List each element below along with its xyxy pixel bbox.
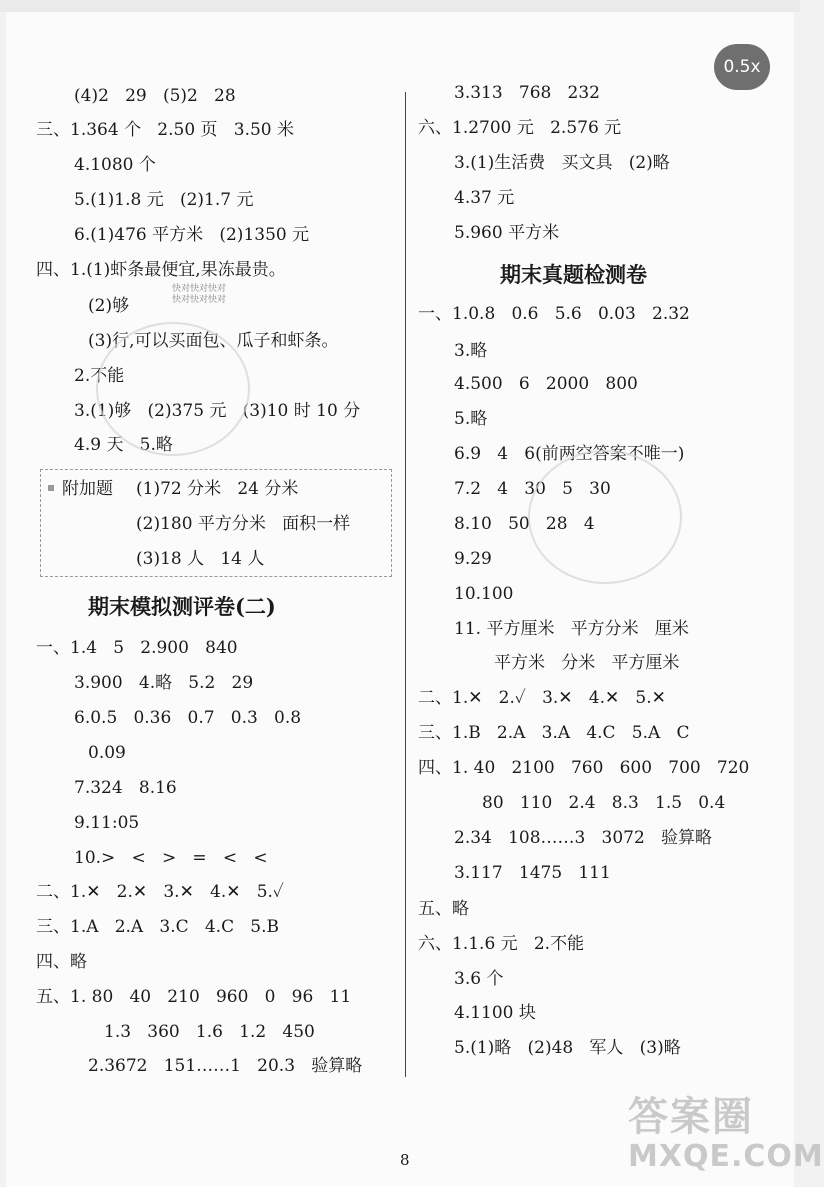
answer-line: 9.29 bbox=[454, 549, 492, 569]
answer-line: 4.1080 个 bbox=[74, 155, 156, 175]
answer-line: 三、1.B 2.A 3.A 4.C 5.A C bbox=[418, 723, 690, 743]
bullet-icon bbox=[48, 485, 54, 491]
answer-line: 5.(1)略 (2)48 军人 (3)略 bbox=[454, 1038, 681, 1058]
answer-line: (2)够 bbox=[88, 296, 130, 316]
answer-line: 5.(1)1.8 元 (2)1.7 元 bbox=[74, 190, 254, 210]
answer-line: 6.9 4 6(前两空答案不唯一) bbox=[454, 444, 685, 464]
answer-line: 5.960 平方米 bbox=[454, 223, 560, 243]
answer-line: 3.(1)够 (2)375 元 (3)10 时 10 分 bbox=[74, 401, 361, 421]
answer-line: 四、1. 40 2100 760 600 700 720 bbox=[418, 758, 750, 778]
extra-questions-tag: 附加题 bbox=[62, 479, 113, 499]
column-divider bbox=[405, 92, 406, 1077]
answer-line: 6.(1)476 平方米 (2)1350 元 bbox=[74, 225, 310, 245]
answer-line: 二、1.✕ 2.✓ 3.✕ 4.✕ 5.✕ bbox=[418, 688, 666, 708]
answer-line: 一、1.4 5 2.900 840 bbox=[36, 638, 238, 658]
answer-line: 4.1100 块 bbox=[454, 1003, 536, 1023]
watermark-stamp bbox=[528, 450, 682, 584]
answer-line: 五、1. 80 40 210 960 0 96 11 bbox=[36, 987, 352, 1007]
answer-line: (4)2 29 (5)2 28 bbox=[74, 86, 236, 106]
answer-line: (1)72 分米 24 分米 bbox=[136, 479, 299, 499]
answer-line: (2)180 平方分米 面积一样 bbox=[136, 514, 351, 534]
answer-line: 4.9 天 5.略 bbox=[74, 435, 173, 455]
answer-line: 3.(1)生活费 买文具 (2)略 bbox=[454, 153, 670, 173]
answer-line: 0.09 bbox=[88, 743, 126, 763]
answer-line: 3.900 4.略 5.2 29 bbox=[74, 673, 254, 693]
answer-line: 四、略 bbox=[36, 952, 87, 972]
answer-line: 10.> < > = < < bbox=[74, 848, 268, 868]
answer-line: 1.3 360 1.6 1.2 450 bbox=[104, 1022, 315, 1042]
answer-line: 9.11:05 bbox=[74, 813, 140, 833]
answer-line: (3)行,可以买面包、瓜子和虾条。 bbox=[88, 331, 339, 351]
answer-line: (3)18 人 14 人 bbox=[136, 549, 265, 569]
answer-line: 4.37 元 bbox=[454, 188, 515, 208]
page-number: 8 bbox=[400, 1151, 410, 1169]
answer-line: 5.略 bbox=[454, 409, 488, 429]
answer-line: 3.6 个 bbox=[454, 969, 504, 989]
viewer-top-bar bbox=[0, 0, 800, 12]
answer-line: 3.略 bbox=[454, 341, 488, 361]
answer-line: 平方米 分米 平方厘米 bbox=[494, 653, 680, 673]
answer-line: 80 110 2.4 8.3 1.5 0.4 bbox=[482, 793, 726, 813]
answer-line: 11. 平方厘米 平方分米 厘米 bbox=[454, 619, 689, 639]
answer-line: 2.不能 bbox=[74, 366, 125, 386]
answer-line: 六、1.1.6 元 2.不能 bbox=[418, 934, 585, 954]
section-heading: 期末真题检测卷 bbox=[500, 262, 647, 287]
answer-line: 7.324 8.16 bbox=[74, 778, 177, 798]
answer-line: 7.2 4 30 5 30 bbox=[454, 479, 611, 499]
answer-line: 六、1.2700 元 2.576 元 bbox=[418, 118, 622, 138]
answer-line: 6.0.5 0.36 0.7 0.3 0.8 bbox=[74, 708, 302, 728]
watermark-top-text: 答案圈 bbox=[628, 1094, 754, 1140]
answer-line: 三、1.364 个 2.50 页 3.50 米 bbox=[36, 120, 295, 140]
answer-line: 4.500 6 2000 800 bbox=[454, 374, 638, 394]
answer-line: 3.117 1475 111 bbox=[454, 863, 611, 883]
answer-line: 四、1.(1)虾条最便宜,果冻最贵。 bbox=[36, 260, 286, 280]
answer-line: 一、1.0.8 0.6 5.6 0.03 2.32 bbox=[418, 304, 690, 324]
answer-line: 10.100 bbox=[454, 584, 514, 604]
answer-line: 二、1.✕ 2.✕ 3.✕ 4.✕ 5.✓ bbox=[36, 882, 284, 902]
answer-line: 三、1.A 2.A 3.C 4.C 5.B bbox=[36, 917, 280, 937]
answer-line: 8.10 50 28 4 bbox=[454, 514, 595, 534]
answer-line: 五、略 bbox=[418, 899, 469, 919]
answer-line: 2.3672 151……1 20.3 验算略 bbox=[88, 1056, 363, 1076]
watermark-stamp bbox=[96, 322, 250, 456]
watermark-bottom-text: MXQE.COM bbox=[628, 1139, 824, 1174]
zoom-level-button[interactable]: 0.5x bbox=[714, 44, 770, 90]
section-heading: 期末模拟测评卷(二) bbox=[88, 594, 276, 619]
answer-line: 3.313 768 232 bbox=[454, 83, 600, 103]
site-watermark-logo bbox=[628, 1095, 824, 1175]
answer-line: 2.34 108……3 3072 验算略 bbox=[454, 828, 713, 848]
stamp-small-text: 快对快对快对 快对快对快对 bbox=[172, 284, 227, 305]
